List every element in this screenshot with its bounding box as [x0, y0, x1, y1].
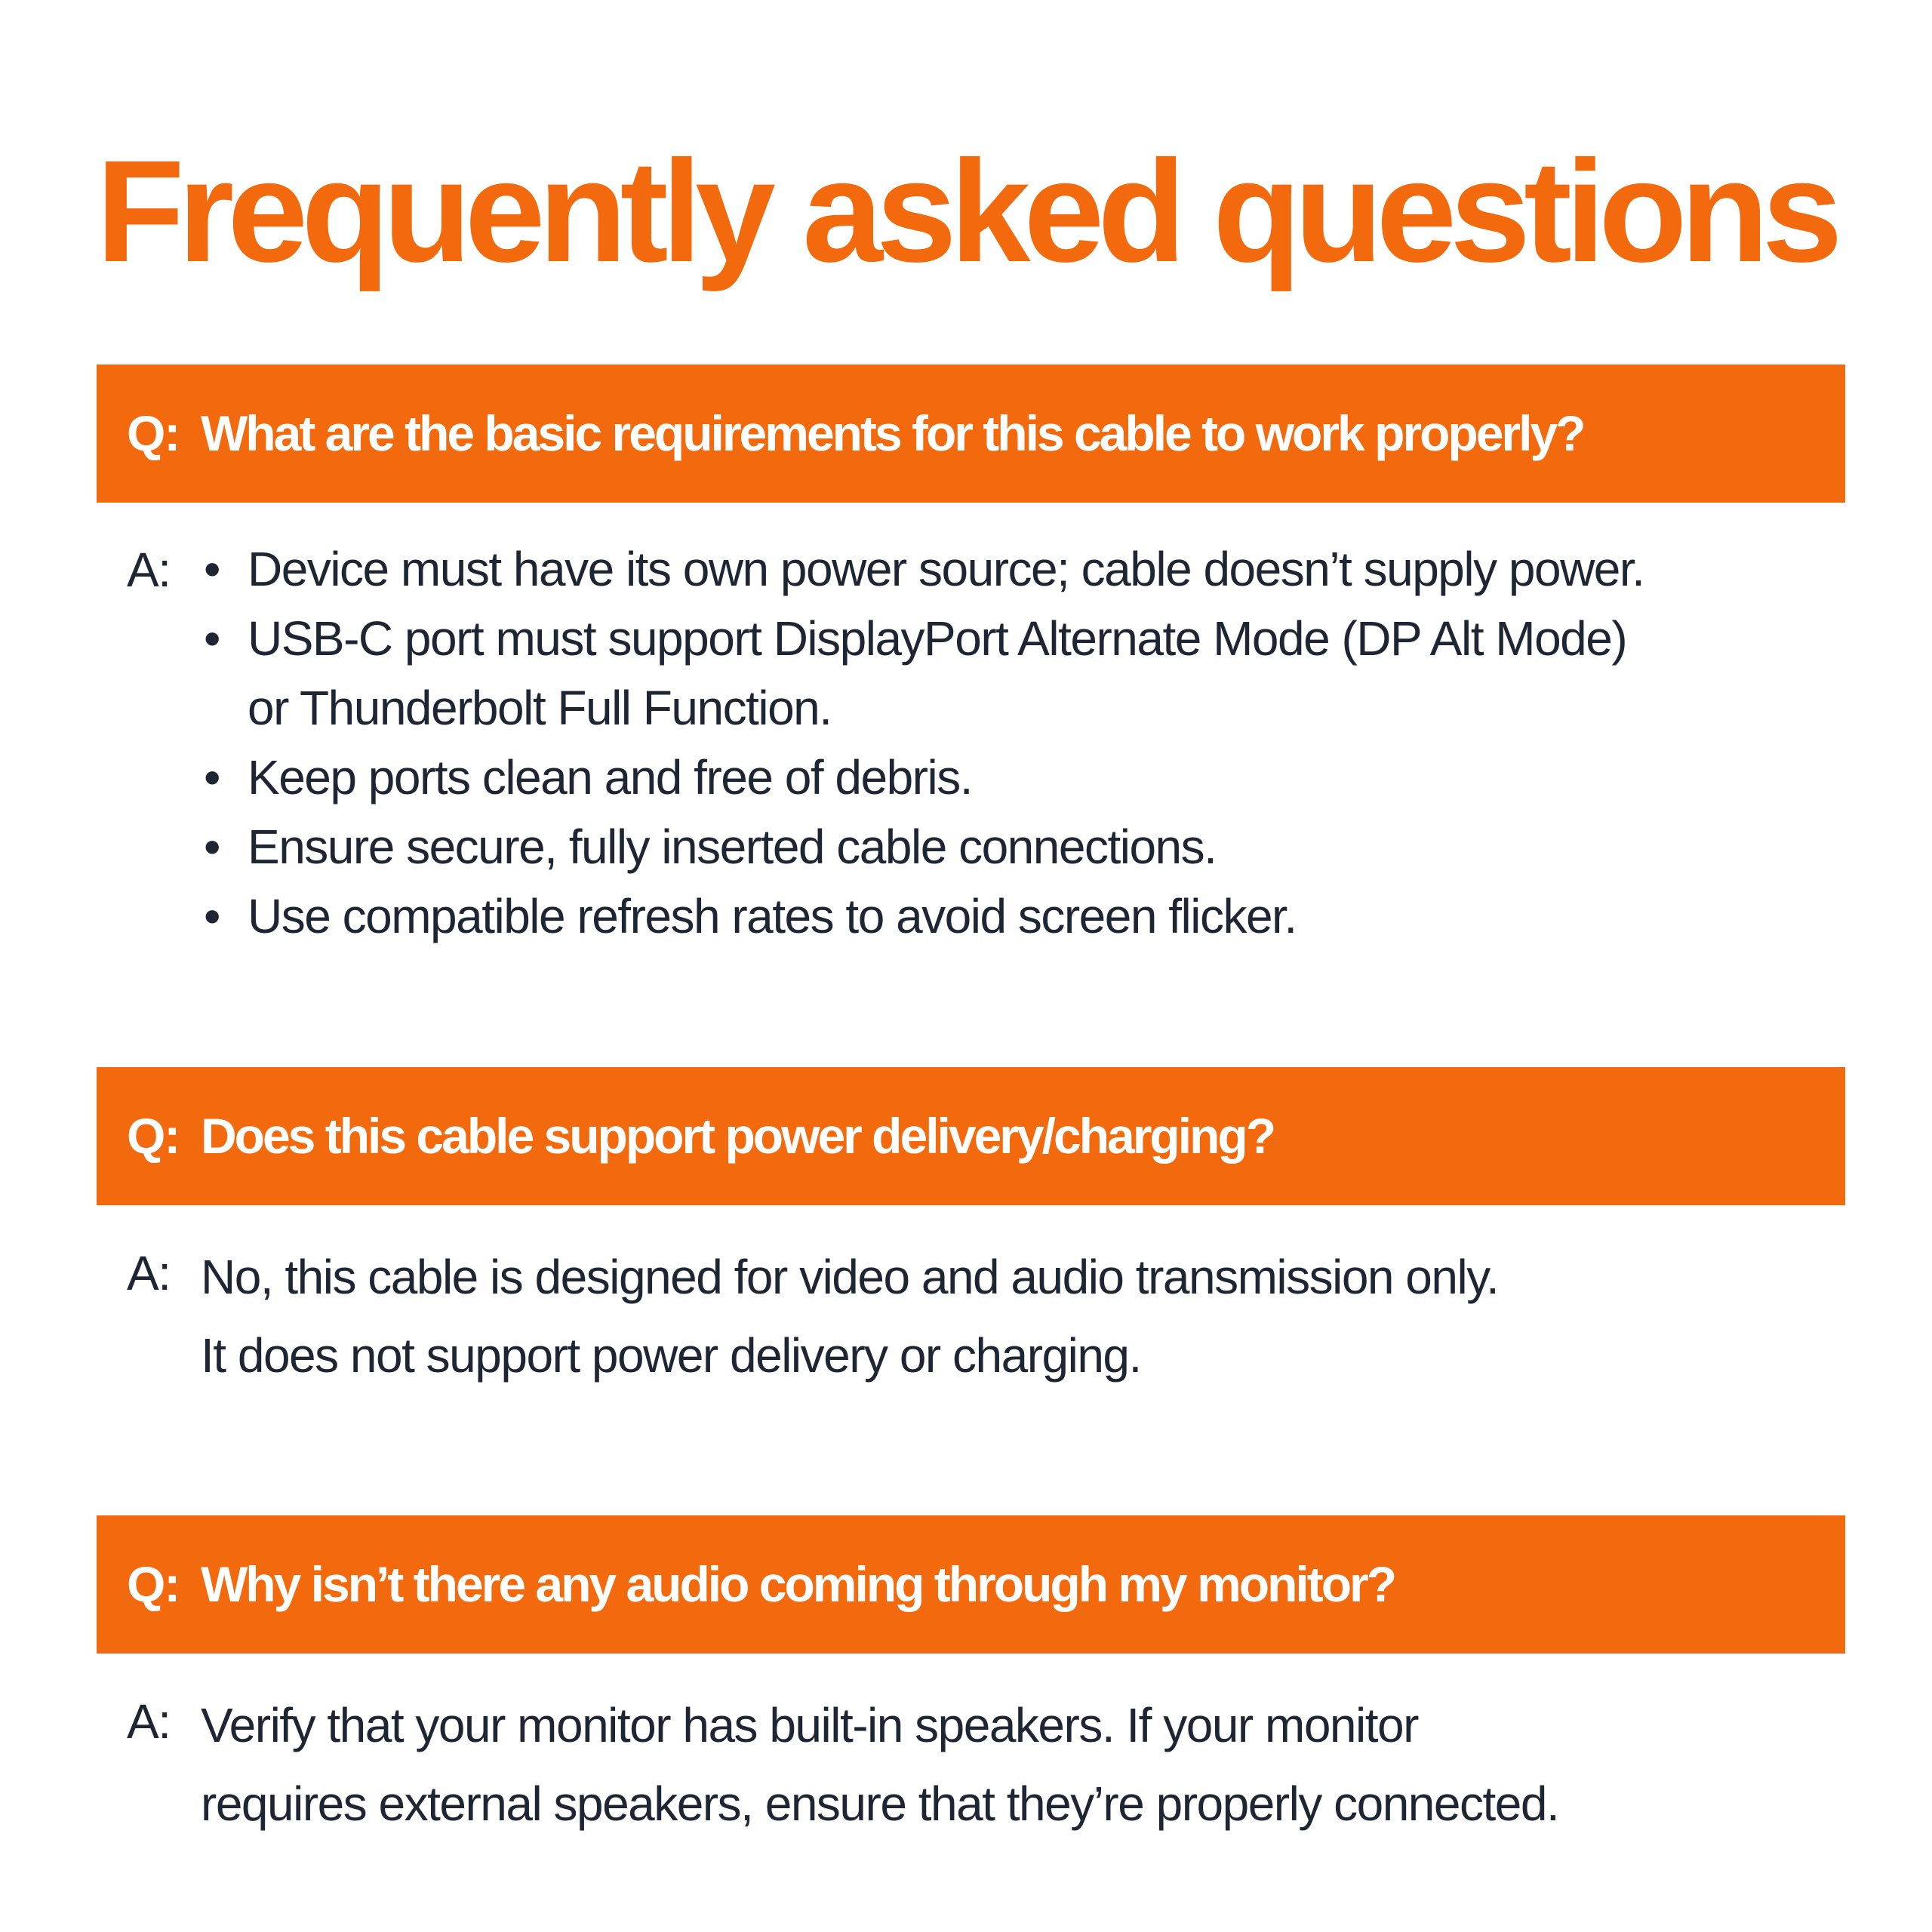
requirements-list: [201, 534, 1832, 951]
question-label: Q:: [127, 1108, 180, 1164]
list-item-text-continued: or Thunderbolt Full Function.: [248, 681, 832, 735]
question-bar-3: [97, 1515, 1845, 1654]
question-text: Why isn’t there any audio coming through my monitor?: [201, 1556, 1395, 1612]
question-bar-2: [97, 1067, 1845, 1205]
list-item: [201, 743, 1832, 812]
question-text: What are the basic requirements for this cable to work properly?: [201, 405, 1584, 461]
bullet-icon: •: [204, 542, 220, 596]
question-label: Q:: [127, 1556, 180, 1612]
page-title: Frequently asked questions: [96, 130, 1836, 292]
list-item-text: Use compatible refresh rates to avoid screen flicker.: [248, 889, 1297, 943]
question-label: Q:: [127, 405, 180, 461]
bullet-icon: •: [204, 820, 220, 874]
answer-line: Verify that your monitor has built-in speakers. If your monitor: [201, 1698, 1418, 1752]
answer-text: [201, 1238, 1832, 1395]
answer-line: It does not support power delivery or charging.: [201, 1328, 1141, 1383]
list-item-text: USB-C port must support DisplayPort Alternate Mode (DP Alt Mode): [248, 611, 1627, 666]
list-item: [201, 812, 1832, 881]
answer-text: [201, 1686, 1832, 1843]
answer-label: A:: [127, 1246, 171, 1300]
answer-label: A:: [127, 543, 171, 597]
list-item: [201, 881, 1832, 951]
question-text: Does this cable support power delivery/charging?: [201, 1108, 1275, 1164]
question-bar-1: [97, 365, 1845, 503]
answer-line: No, this cable is designed for video and audio transmission only.: [201, 1250, 1499, 1304]
bullet-icon: •: [204, 611, 220, 666]
list-item-text: Keep ports clean and free of debris.: [248, 750, 972, 804]
bullet-icon: •: [204, 750, 220, 804]
answer-label: A:: [127, 1694, 171, 1749]
list-item-text: Device must have its own power source; cable doesn’t supply power.: [248, 542, 1644, 596]
answer-line: requires external speakers, ensure that they’re properly connected.: [201, 1777, 1559, 1831]
bullet-icon: •: [204, 889, 220, 943]
list-item-text: Ensure secure, fully inserted cable connections.: [248, 820, 1217, 874]
list-item: [201, 534, 1832, 604]
list-item: [201, 604, 1832, 743]
